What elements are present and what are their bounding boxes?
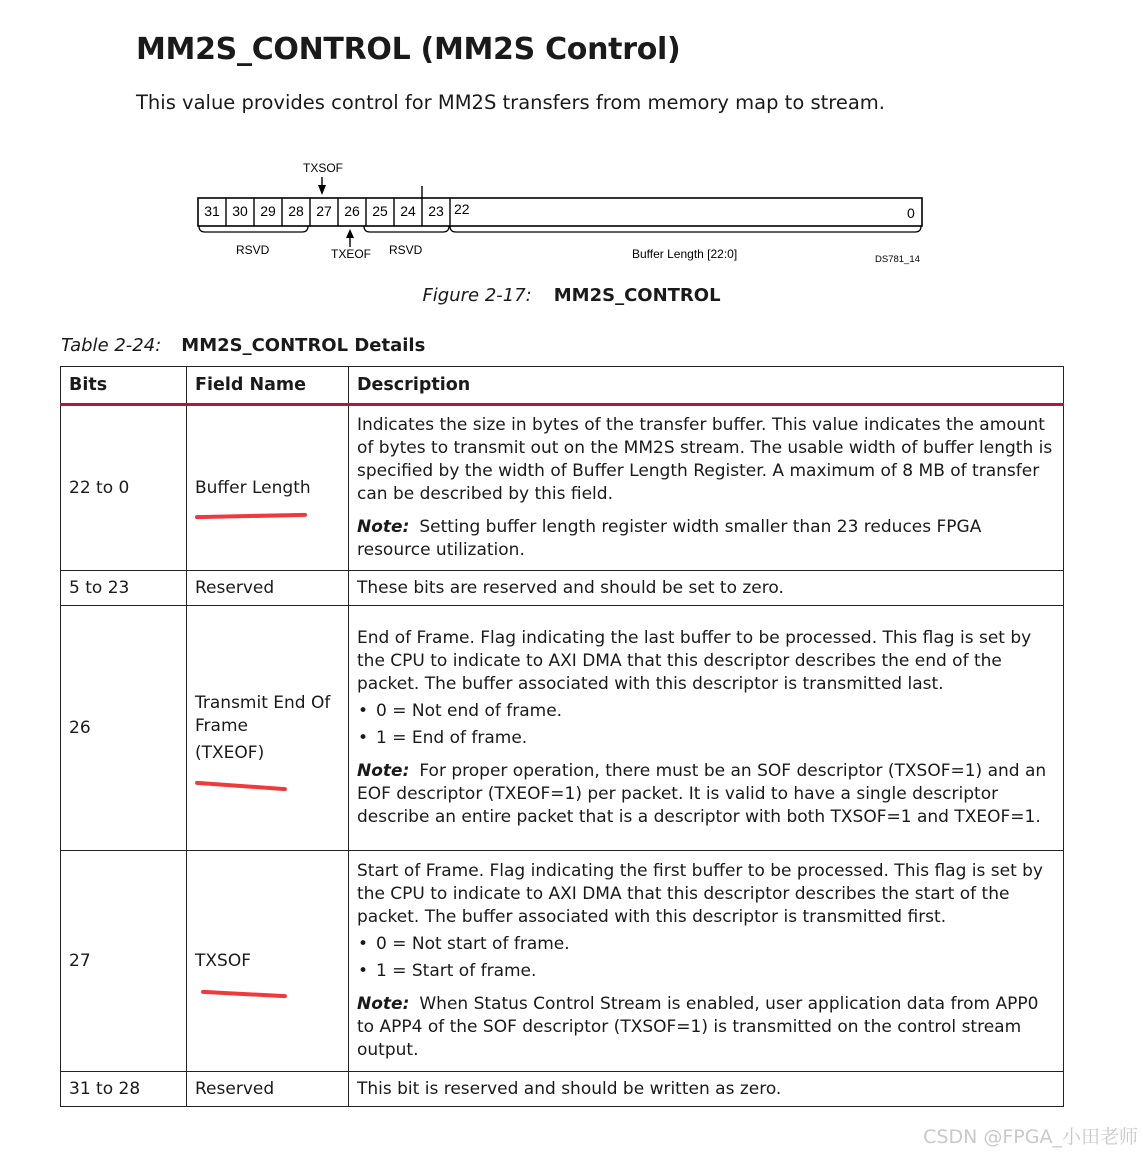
bits-cell: 31 to 28 xyxy=(61,1072,187,1107)
note-text: For proper operation, there must be an SOF descriptor (TXSOF=1) and an EOF descriptor (TXEOF=1) per packet. It is valid to have a single descriptor describe an entire packet that is a descriptor with both TXSOF=1 and TXEOF=1. xyxy=(357,761,1047,827)
table-row xyxy=(61,851,1064,1072)
rsvd-mid-brace xyxy=(364,226,449,232)
description-text: Indicates the size in bytes of the transfer buffer. This value indicates the amount of bytes to transmit out on the MM2S stream. The usable width of buffer length is specified by the width of Buffer Length Register. A maximum of 8 MB of transfer can be described by this field. xyxy=(357,415,1053,504)
note-label: Note: xyxy=(357,994,410,1014)
field-name-line: TXSOF xyxy=(195,950,251,971)
description-text: This bit is reserved and should be written as zero. xyxy=(357,1078,782,1099)
description-cell xyxy=(349,1072,1064,1107)
txsof-label: TXSOF xyxy=(303,161,344,175)
table-caption-name: MM2S_CONTROL Details xyxy=(181,335,426,356)
handwritten-underline xyxy=(195,781,287,791)
table-row xyxy=(61,571,1064,606)
note-label: Note: xyxy=(357,517,410,537)
header-field-name: Field Name xyxy=(187,367,349,405)
description-cell xyxy=(349,571,1064,606)
bits-cell: 5 to 23 xyxy=(61,571,187,606)
description-cell xyxy=(349,851,1064,1072)
note-paragraph xyxy=(357,993,1055,1062)
figure-caption-name: MM2S_CONTROL xyxy=(553,285,721,306)
field-name-line: Reserved xyxy=(195,1078,275,1099)
field-name-line: Buffer Length xyxy=(195,477,311,498)
watermark: CSDN @FPGA_小田老师 xyxy=(923,1126,1138,1148)
bit-cell-label: 23 xyxy=(428,203,444,219)
bit-22-label: 22 xyxy=(454,201,470,217)
bit-cell-label: 31 xyxy=(204,203,220,219)
list-item: • 0 = Not start of frame. xyxy=(357,933,1055,956)
bullet-list xyxy=(357,700,1055,750)
page-title: MM2S_CONTROL (MM2S Control) xyxy=(136,32,681,67)
buffer-length-brace xyxy=(450,226,921,232)
intro-paragraph: This value provides control for MM2S transfers from memory map to stream. xyxy=(136,91,885,114)
rsvd-left-brace xyxy=(199,226,308,232)
description-text: Start of Frame. Flag indicating the first buffer to be processed. This flag is set by the CPU to indicate to AXI DMA that this descriptor describes the start of the packet. The buffer associated with this descriptor is transmitted first. xyxy=(357,861,1043,927)
header-description: Description xyxy=(349,367,1064,405)
bits-cell: 27 xyxy=(61,851,187,1072)
figure-id: DS781_14 xyxy=(875,254,920,265)
details-table xyxy=(60,366,1064,1107)
field-name-cell xyxy=(187,1072,349,1107)
field-name-line: Reserved xyxy=(195,577,275,598)
bits-cell: 22 to 0 xyxy=(61,405,187,571)
description-text: End of Frame. Flag indicating the last buffer to be processed. This flag is set by the CPU to indicate to AXI DMA that this descriptor describes the end of the packet. The buffer associated with this descriptor is transmitted last. xyxy=(357,628,1032,694)
field-name-cell xyxy=(187,405,349,571)
bit-cell-label: 24 xyxy=(400,203,416,219)
bits-cell: 26 xyxy=(61,606,187,851)
list-item: • 1 = Start of frame. xyxy=(357,960,1055,983)
bit-cell-label: 26 xyxy=(344,203,360,219)
list-item: • 1 = End of frame. xyxy=(357,727,1055,750)
table-row xyxy=(61,405,1064,571)
description-cell xyxy=(349,405,1064,571)
handwritten-underline xyxy=(195,513,307,519)
table-caption-label: Table 2-24: xyxy=(61,335,162,356)
table-row xyxy=(61,606,1064,851)
field-name-line: (TXEOF) xyxy=(195,742,265,763)
table-header-row xyxy=(61,367,1064,405)
figure-caption-label: Figure 2-17: xyxy=(422,285,532,306)
note-label: Note: xyxy=(357,761,410,781)
txeof-label: TXEOF xyxy=(331,247,372,261)
register-diagram xyxy=(0,0,1143,280)
field-name-line: Frame xyxy=(195,715,248,736)
bit-0-label: 0 xyxy=(907,205,915,221)
note-text: Setting buffer length register width smaller than 23 reduces FPGA resource utilization. xyxy=(357,517,982,560)
bit-cell-label: 29 xyxy=(260,203,276,219)
description-cell xyxy=(349,606,1064,851)
note-paragraph xyxy=(357,760,1055,829)
handwritten-underline xyxy=(201,990,287,998)
bit-cell-label: 27 xyxy=(316,203,332,219)
bit-cell-label: 25 xyxy=(372,203,388,219)
bullet-list xyxy=(357,933,1055,983)
header-bits: Bits xyxy=(61,367,187,405)
description-text: These bits are reserved and should be set to zero. xyxy=(357,577,784,598)
buffer-length-label: Buffer Length [22:0] xyxy=(632,247,738,261)
txsof-arrow-icon xyxy=(318,185,326,195)
bit-cell-label: 28 xyxy=(288,203,304,219)
list-item: • 0 = Not end of frame. xyxy=(357,700,1055,723)
note-text: When Status Control Stream is enabled, user application data from APP0 to APP4 of the SOF descriptor (TXSOF=1) is transmitted on the control stream output. xyxy=(357,994,1039,1060)
table-caption xyxy=(61,335,425,356)
figure-caption xyxy=(0,285,1143,306)
field-name-line: Transmit End Of xyxy=(195,692,331,713)
field-name-cell xyxy=(187,851,349,1072)
rsvd-left-label: RSVD xyxy=(236,243,270,257)
note-paragraph xyxy=(357,516,1055,562)
table-row xyxy=(61,1072,1064,1107)
register-outline xyxy=(198,198,922,226)
bit-cell-label: 30 xyxy=(232,203,248,219)
field-name-cell xyxy=(187,571,349,606)
rsvd-mid-label: RSVD xyxy=(389,243,423,257)
field-name-cell xyxy=(187,606,349,851)
